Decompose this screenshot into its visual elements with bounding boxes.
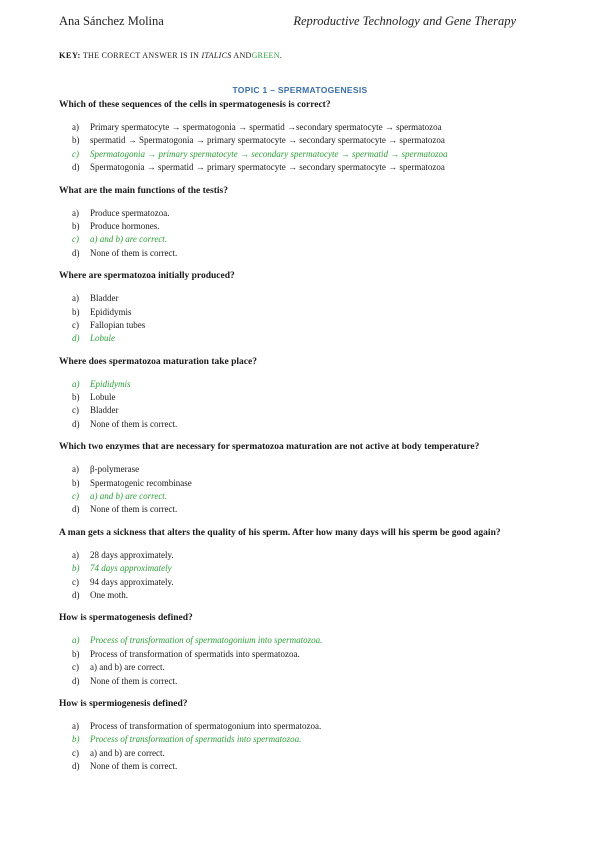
page-header <box>59 14 516 29</box>
question-block <box>59 269 549 346</box>
option-text: Bladder <box>90 293 119 304</box>
option-item <box>59 675 549 688</box>
question-text: Which two enzymes that are necessary for spermatozoa maturation are not active at body temperature? <box>59 442 480 453</box>
option-letter: c) <box>72 747 79 758</box>
option-item <box>59 661 549 674</box>
option-item <box>59 247 549 260</box>
author-name: Ana Sánchez Molina <box>59 14 164 28</box>
option-item <box>59 589 549 602</box>
option-letter: d) <box>72 589 80 600</box>
option-list <box>59 121 549 175</box>
option-item <box>59 720 549 733</box>
option-item-correct <box>59 634 549 647</box>
option-item <box>59 292 549 305</box>
option-letter: b) <box>72 648 80 659</box>
option-letter: d) <box>72 162 80 173</box>
option-text: 74 days approximately <box>90 563 172 574</box>
option-text: Process of transformation of spermatogonium into spermatozoa. <box>90 635 323 646</box>
option-item <box>59 418 549 431</box>
option-text: Lobule <box>90 392 116 403</box>
option-item <box>59 134 549 147</box>
option-item <box>59 648 549 661</box>
key-italics-word: ITALICS <box>201 51 232 60</box>
option-letter: b) <box>72 306 80 317</box>
option-list <box>59 463 549 517</box>
option-letter: c) <box>72 405 79 416</box>
option-text: 28 days approximately. <box>90 549 174 560</box>
question-block <box>59 440 549 517</box>
option-item <box>59 161 549 174</box>
option-text: Process of transformation of spermatids into spermatozoa. <box>90 734 302 745</box>
option-item <box>59 207 549 220</box>
option-letter: a) <box>72 378 80 389</box>
option-letter: d) <box>72 504 80 515</box>
option-text: One moth. <box>90 589 128 600</box>
option-item <box>59 319 549 332</box>
option-text: a) and b) are correct. <box>90 662 165 673</box>
answer-key-legend <box>59 50 282 60</box>
option-list <box>59 378 549 432</box>
option-item <box>59 503 549 516</box>
option-letter: d) <box>72 333 80 344</box>
option-text: Produce hormones. <box>90 220 160 231</box>
option-list <box>59 634 549 688</box>
option-item-correct <box>59 733 549 746</box>
option-text: Bladder <box>90 405 119 416</box>
option-list <box>59 549 549 603</box>
question-text: Which of these sequences of the cells in spermatogenesis is correct? <box>59 100 331 110</box>
option-item <box>59 760 549 773</box>
option-list <box>59 720 549 774</box>
option-item-correct <box>59 562 549 575</box>
question-text: A man gets a sickness that alters the quality of his sperm. After how many days will his sperm be good again? <box>59 527 501 538</box>
option-item <box>59 463 549 476</box>
question-text: Where does spermatozoa maturation take place? <box>59 356 257 367</box>
option-text: spermatid → Spermatogonia → primary spermatocyte → secondary spermatocyte → spermatozoa <box>90 135 445 146</box>
option-item <box>59 306 549 319</box>
option-letter: d) <box>72 247 80 258</box>
option-text: Process of transformation of spermatids into spermatozoa. <box>90 648 300 659</box>
option-letter: d) <box>72 761 80 772</box>
option-letter: a) <box>72 635 80 646</box>
option-letter: c) <box>72 491 79 502</box>
option-letter: a) <box>72 207 79 218</box>
option-letter: b) <box>72 477 80 488</box>
question-text: Where are spermatozoa initially produced? <box>59 271 235 282</box>
option-text: Lobule <box>90 333 116 344</box>
option-item <box>59 404 549 417</box>
question-block <box>59 611 549 688</box>
topic-heading: TOPIC 1 – SPERMATOGENESIS <box>232 85 368 95</box>
option-letter: a) <box>72 122 79 132</box>
option-letter: d) <box>72 418 80 429</box>
question-block <box>59 184 549 261</box>
option-letter: c) <box>72 319 79 330</box>
question-block <box>59 526 549 603</box>
option-text: Epididymis <box>90 378 131 389</box>
option-letter: c) <box>72 576 79 587</box>
option-text: 94 days approximately. <box>90 576 174 587</box>
option-letter: c) <box>72 662 79 673</box>
option-letter: a) <box>72 464 79 475</box>
question-list <box>59 98 549 783</box>
option-letter: b) <box>72 220 80 231</box>
option-item <box>59 391 549 404</box>
key-end: . <box>279 51 283 60</box>
option-item-correct <box>59 378 549 391</box>
key-label: KEY: <box>59 50 81 60</box>
option-item <box>59 220 549 233</box>
question-block <box>59 697 549 774</box>
option-list <box>59 292 549 346</box>
option-text: None of them is correct. <box>90 418 178 429</box>
question-text: How is spermatogenesis defined? <box>59 613 193 624</box>
key-and-word: AND <box>233 51 252 60</box>
option-text: a) and b) are correct. <box>90 747 165 758</box>
question-text: What are the main functions of the testis? <box>59 185 228 196</box>
option-item <box>59 576 549 589</box>
course-title: Reproductive Technology and Gene Therapy <box>293 14 516 28</box>
question-text: How is spermiogenesis defined? <box>59 698 188 709</box>
option-letter: a) <box>72 293 79 304</box>
option-item-correct <box>59 332 549 345</box>
option-text: None of them is correct. <box>90 761 178 772</box>
option-text: None of them is correct. <box>90 504 178 515</box>
option-text: None of them is correct. <box>90 247 178 258</box>
option-text: Fallopian tubes <box>90 319 146 330</box>
option-letter: a) <box>72 720 79 731</box>
option-item-correct <box>59 233 549 246</box>
option-item-correct <box>59 490 549 503</box>
option-letter: b) <box>72 734 80 745</box>
option-item <box>59 477 549 490</box>
option-letter: a) <box>72 549 79 560</box>
option-item-correct <box>59 148 549 161</box>
option-letter: c) <box>72 148 79 159</box>
option-letter: b) <box>72 392 80 403</box>
option-list <box>59 207 549 261</box>
option-letter: c) <box>72 234 79 245</box>
option-text: Spermatogenic recombinase <box>90 477 192 488</box>
option-text: β-polymerase <box>90 464 140 475</box>
key-green-word: GREEN <box>251 51 280 60</box>
option-letter: b) <box>72 563 80 574</box>
option-text: Epididymis <box>90 306 132 317</box>
key-text: THE CORRECT ANSWER IS IN <box>82 51 200 60</box>
option-item <box>59 747 549 760</box>
option-text: a) and b) are correct. <box>90 491 168 502</box>
option-item <box>59 121 549 134</box>
question-block <box>59 98 549 175</box>
option-text: Primary spermatocyte → spermatogonia → spermatid →secondary spermatocyte → spermatozoa <box>90 122 442 132</box>
option-text: Produce spermatozoa. <box>90 207 170 218</box>
option-letter: b) <box>72 135 80 146</box>
question-block <box>59 355 549 432</box>
option-text: Spermatogonia → spermatid → primary spermatocyte → secondary spermatocyte → spermatozoa <box>90 162 445 173</box>
option-text: Spermatogonia → primary spermatocyte → secondary spermatocyte → spermatid → spermatozoa <box>90 148 448 159</box>
option-text: Process of transformation of spermatogonium into spermatozoa. <box>90 720 322 731</box>
option-item <box>59 549 549 562</box>
option-text: a) and b) are correct. <box>90 234 168 245</box>
option-text: None of them is correct. <box>90 675 178 686</box>
option-letter: d) <box>72 675 80 686</box>
